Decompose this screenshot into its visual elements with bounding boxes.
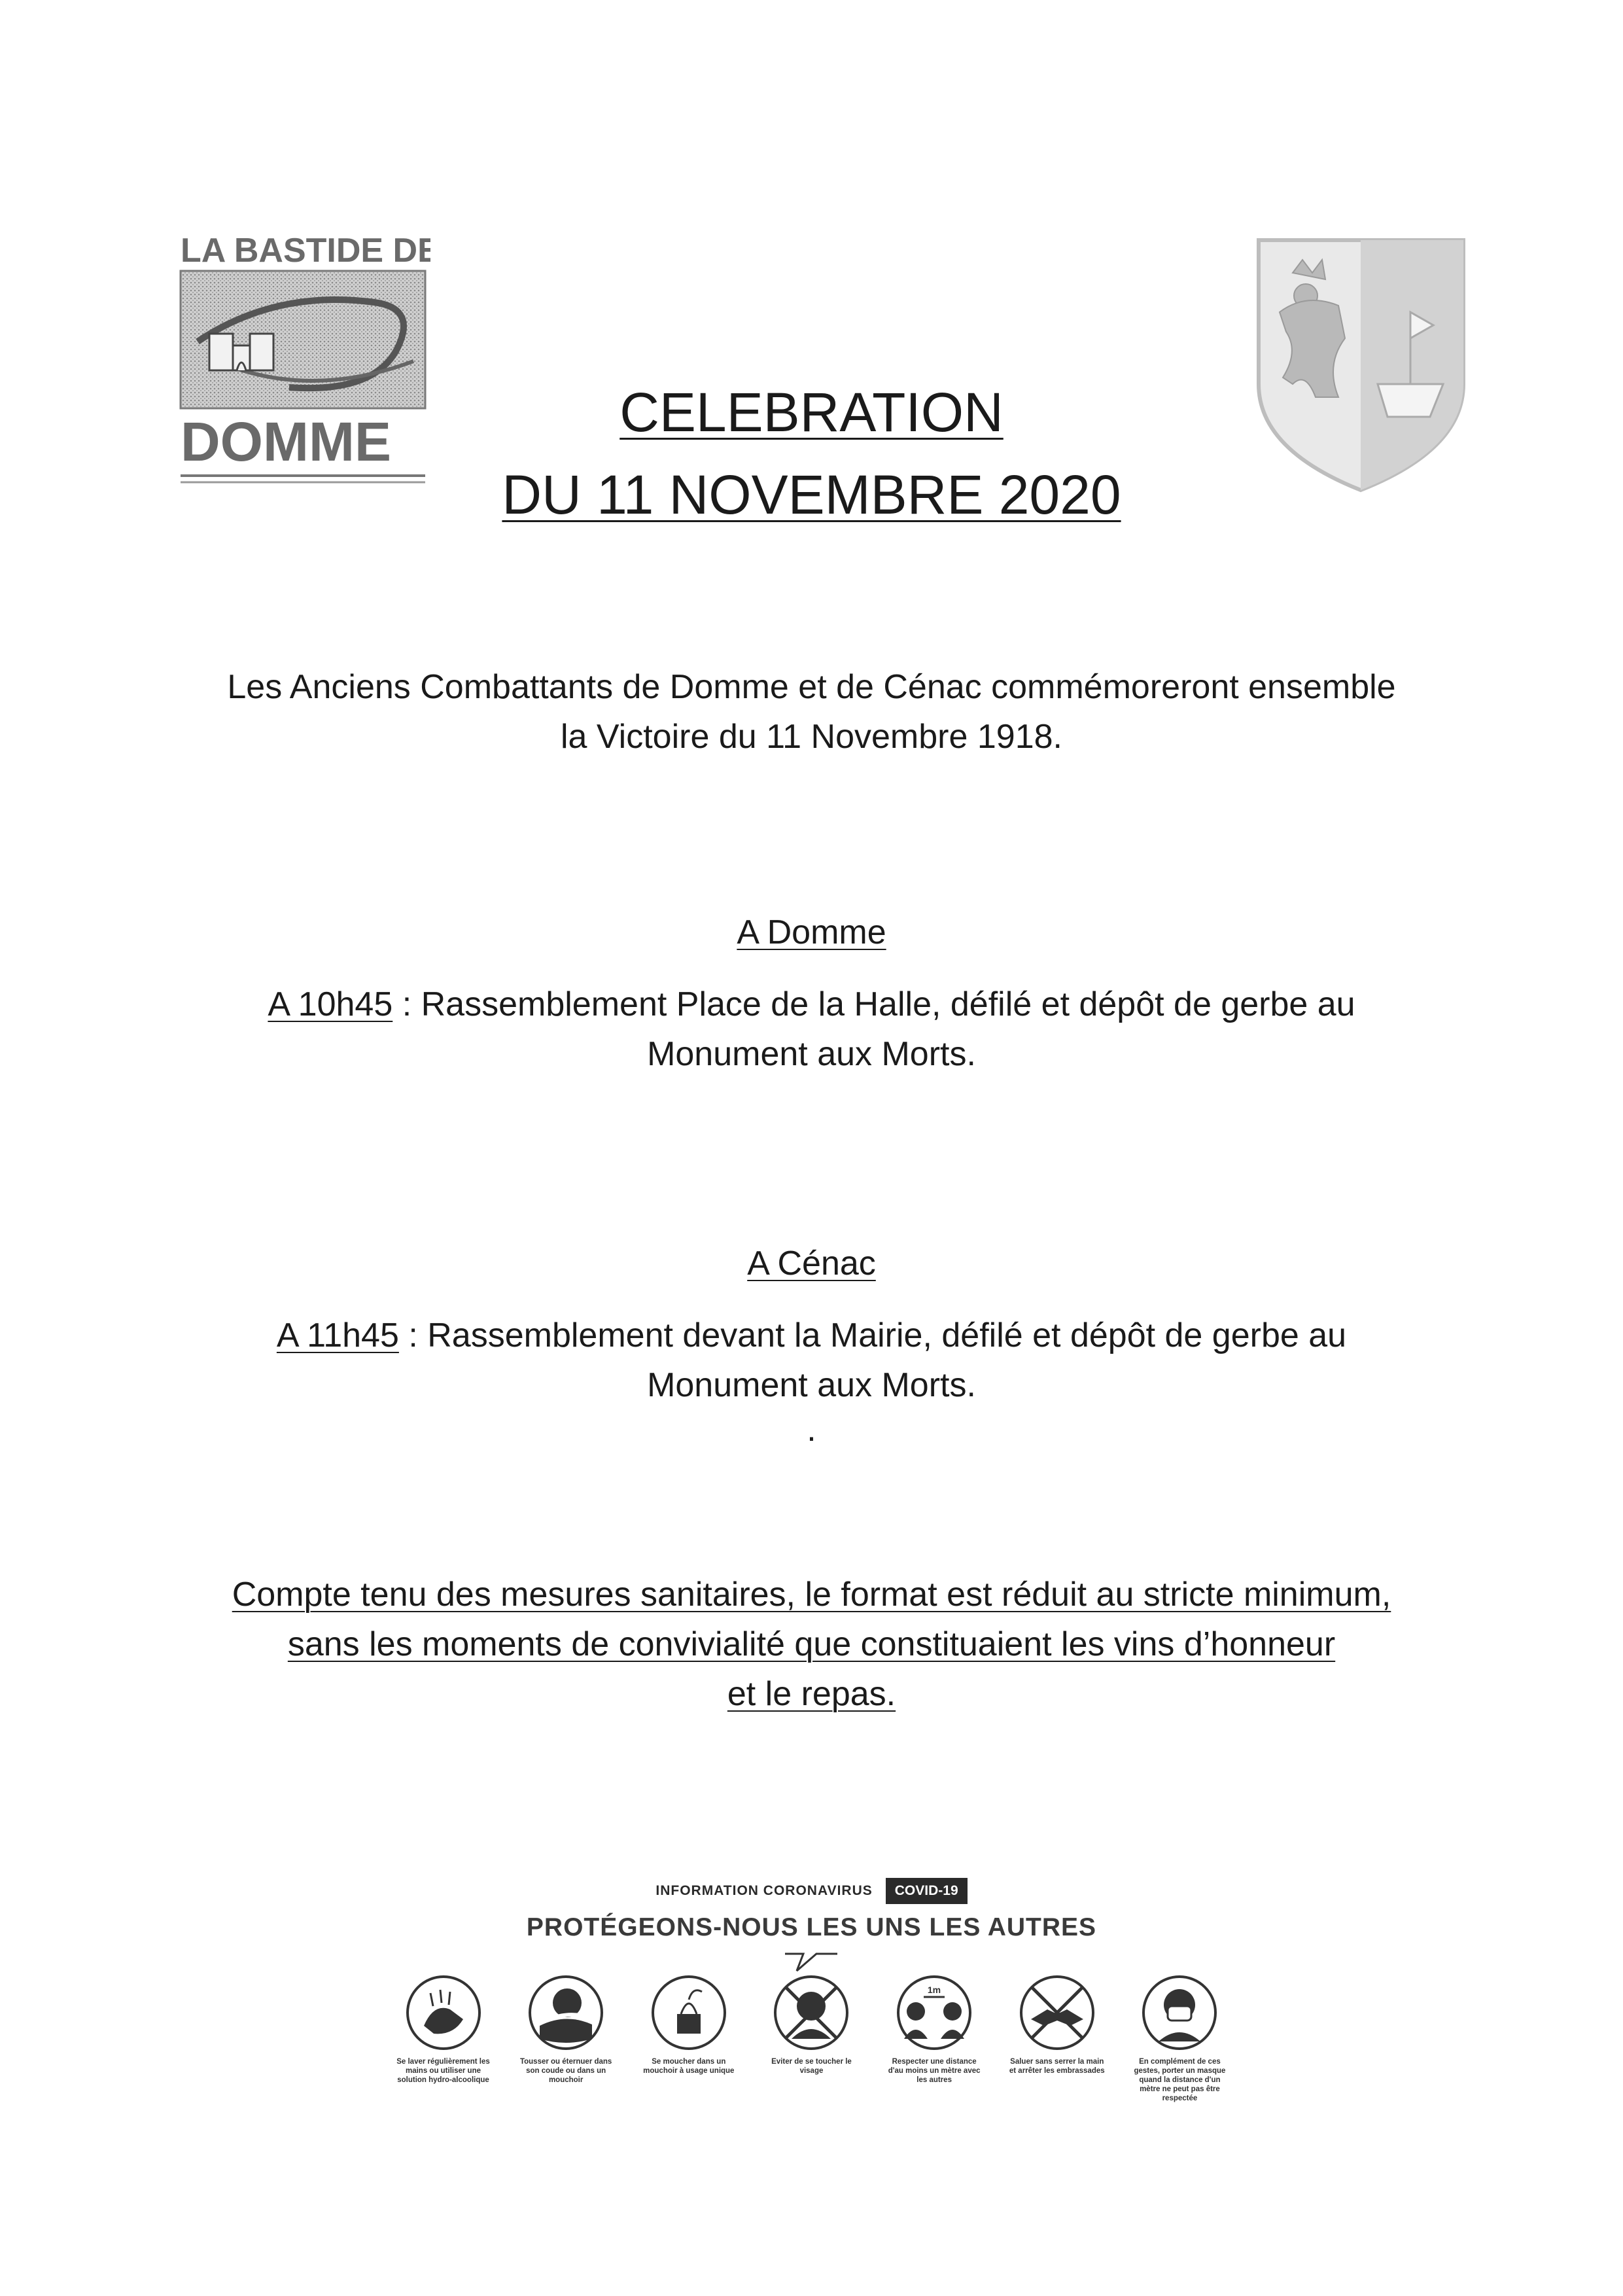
cenac-schedule: [0, 1311, 1623, 1360]
cenac-heading: A Cénac: [747, 1245, 876, 1282]
intro-line2: la Victoire du 11 Novembre 1918.: [561, 718, 1062, 756]
domme-line1: : Rassemblement Place de la Halle, défilé et dépôt de gerbe au: [393, 985, 1355, 1023]
domme-heading: A Domme: [737, 913, 886, 951]
covid-item: [1006, 1973, 1108, 2103]
covid-item: [393, 1973, 494, 2103]
cough-elbow-icon: [527, 1973, 605, 2052]
mask-icon: [1140, 1973, 1219, 2052]
distance-icon: [895, 1973, 973, 2052]
cenac-dot: .: [807, 1411, 816, 1449]
notice-line1: Compte tenu des mesures sanitaires, le format est réduit au stricte minimum,: [232, 1576, 1391, 1614]
covid-item: [638, 1973, 739, 2103]
covid-caption: Tousser ou éternuer dans son coude ou dans un mouchoir: [519, 2058, 612, 2084]
logo-line2: DOMME: [181, 411, 391, 472]
cenac-line2: Monument aux Morts.: [647, 1366, 976, 1404]
intro-paragraph: [0, 662, 1623, 762]
speech-bubble-pointer-icon: [785, 1949, 837, 1975]
page-title: [0, 371, 1623, 536]
covid-caption: Respecter une distance d'au moins un mètre avec les autres: [888, 2058, 981, 2084]
covid-caption: Se laver régulièrement les mains ou utiliser une solution hydro-alcoolique: [396, 2058, 490, 2084]
covid-slogan: PROTÉGEONS-NOUS LES UNS LES AUTRES: [526, 1913, 1097, 1941]
covid-item: [515, 1973, 617, 2103]
no-handshake-icon: [1018, 1973, 1096, 2052]
distance-label: 1m: [928, 1985, 941, 1995]
covid-tag: COVID-19: [886, 1878, 968, 1904]
sanitary-notice: [0, 1570, 1623, 1719]
no-face-touch-icon: [772, 1973, 850, 2052]
domme-time: A 10h45: [268, 985, 393, 1023]
covid-caption: Eviter de se toucher le visage: [771, 2058, 852, 2075]
covid-item: [761, 1973, 862, 2103]
cenac-line1: : Rassemblement devant la Mairie, défilé et dépôt de gerbe au: [398, 1316, 1347, 1354]
hand-washing-icon: [404, 1973, 483, 2052]
covid-gestures: [393, 1973, 1230, 2103]
covid-header: [393, 1871, 1230, 1911]
covid-caption: En complément de ces gestes, porter un masque quand la distance d'un mètre ne peut pas être respectée: [1134, 2058, 1226, 2102]
notice-line3: et le repas.: [727, 1675, 896, 1713]
title-line2: DU 11 NOVEMBRE 2020: [502, 464, 1121, 525]
covid-item: [884, 1973, 985, 2103]
cenac-section: [0, 1239, 1623, 1449]
cenac-time: A 11h45: [276, 1316, 399, 1354]
title-line1: CELEBRATION: [620, 381, 1003, 443]
covid-caption: Saluer sans serrer la main et arrêter les embrassades: [1009, 2058, 1105, 2075]
intro-line1: Les Anciens Combattants de Domme et de Cénac commémoreront ensemble: [227, 668, 1396, 706]
covid-banner: [393, 1871, 1230, 2113]
covid-info-label: INFORMATION CORONAVIRUS: [655, 1883, 873, 1898]
domme-section: [0, 908, 1623, 1079]
domme-line2: Monument aux Morts.: [647, 1035, 976, 1073]
notice-line2: sans les moments de convivialité que constituaient les vins d’honneur: [287, 1625, 1336, 1663]
covid-caption: Se moucher dans un mouchoir à usage unique: [643, 2058, 735, 2075]
logo-line1: LA BASTIDE DE: [181, 232, 430, 270]
domme-schedule: [0, 980, 1623, 1029]
covid-item: [1129, 1973, 1230, 2103]
tissue-icon: [650, 1973, 728, 2052]
